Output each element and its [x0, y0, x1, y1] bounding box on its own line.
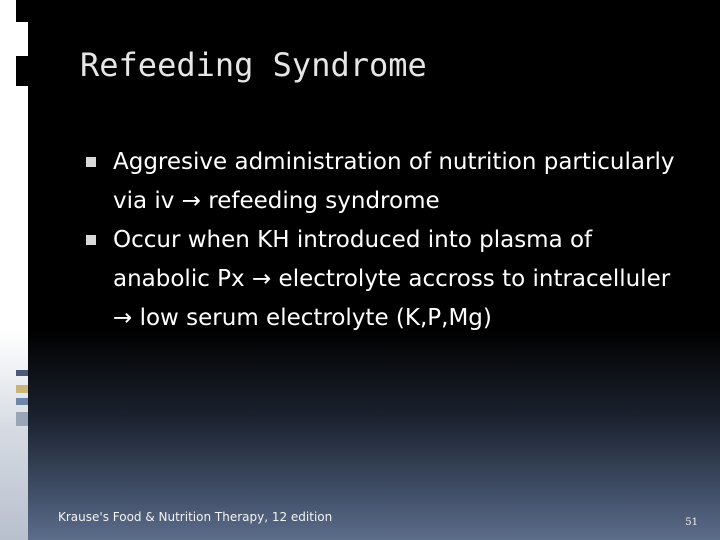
bullet-list [86, 143, 686, 338]
footer-citation: Krause's Food & Nutrition Therapy, 12 edition [58, 510, 333, 524]
decor-mark [16, 370, 28, 376]
decor-mark [16, 412, 28, 426]
slide-title: Refeeding Syndrome [80, 46, 427, 84]
page-number: 51 [685, 517, 698, 528]
decor-mark [16, 385, 28, 393]
bullet-item [86, 221, 686, 338]
bullet-text: Occur when KH introduced into plasma of anabolic Px → electrolyte accross to intracelluler → low serum electrolyte (K,P,Mg) [113, 227, 671, 331]
bullet-item [86, 143, 686, 221]
square-bullet-icon [86, 157, 96, 167]
decor-block-top [16, 0, 28, 22]
decor-mark [16, 398, 28, 405]
bullet-text: Aggresive administration of nutrition particularly via iv → refeeding syndrome [113, 149, 675, 214]
square-bullet-icon [86, 235, 96, 245]
decor-block-title [16, 56, 28, 86]
